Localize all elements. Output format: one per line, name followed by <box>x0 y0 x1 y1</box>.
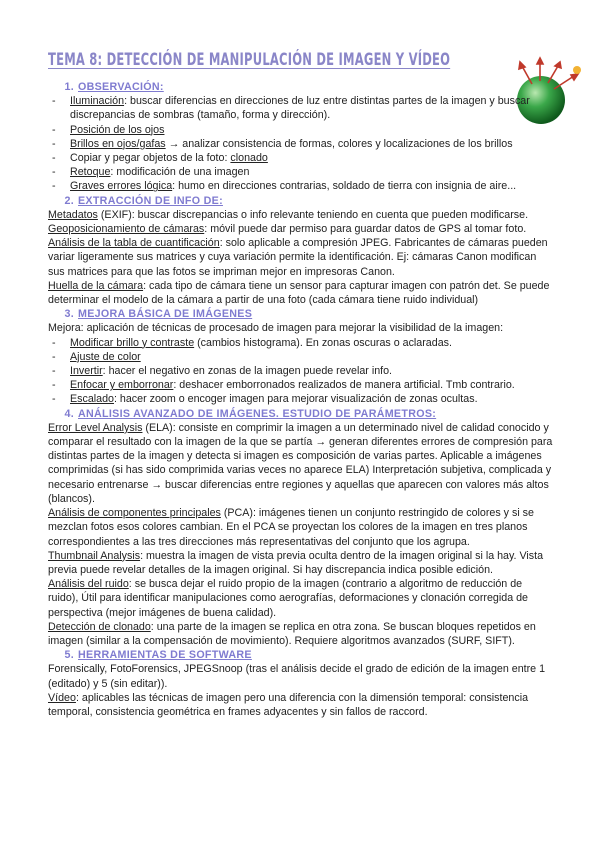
list-item: - Posición de los ojos <box>48 123 554 137</box>
paragraph: Metadatos (EXIF): buscar discrepancias o info relevante teniendo en cuenta que pueden modificarse. <box>48 208 529 221</box>
page-title: TEMA 8: DETECCIÓN DE MANIPULACIÓN DE IMAGEN Y VÍDEO <box>48 50 451 70</box>
section-heading-2: 2. EXTRACCIÓN DE INFO DE: <box>64 194 223 207</box>
list-item: - Brillos en ojos/gafas → analizar consistencia de formas, colores y localizaciones de los brillos <box>48 137 554 151</box>
section-heading-3: 3. MEJORA BÁSICA DE IMÁGENES <box>64 308 253 321</box>
paragraph: Mejora: aplicación de técnicas de procesado de imagen para mejorar la visibilidad de la imagen: <box>48 322 504 335</box>
paragraph: Análisis de componentes principales (PCA): imágenes tienen un conjunto restringido de colores y si se mezclan fotos esos colores cambian. En el PCA se proyectan los colores de la imagen en tres planos correspondientes a las tres direcciones más representativas del conjunto que los agrupa. <box>48 507 534 548</box>
list-item: - Modificar brillo y contraste (cambios histograma). En zonas oscuras o aclaradas. <box>48 336 554 350</box>
list-item: - Ajuste de color <box>48 350 554 364</box>
list-item: - Retoque: modificación de una imagen <box>48 165 554 179</box>
paragraph: Forensically, FotoForensics, JPEGSnoop (tras el análisis decide el grado de edición de la imagen entre 1 (editado) y 5 (sin editar)). <box>48 663 546 690</box>
mejora-list <box>48 336 554 407</box>
list-item: - Enfocar y emborronar: deshacer emborronados realizados de manera artificial. Tmb contrario. <box>48 378 554 392</box>
light-source-icon <box>573 66 581 74</box>
document-body <box>48 80 554 719</box>
paragraph: Huella de la cámara: cada tipo de cámara tiene un sensor para capturar imagen con patrón det. Se puede determinar el modelo de la cámara a partir de una foto (cada cámara tiene ruido individual) <box>48 279 550 307</box>
paragraph: Análisis de la tabla de cuantificación: solo aplicable a compresión JPEG. Fabricantes de cámaras pueden variar ligeramente sus matrices y cuya variación permite la identificación. Ej: cámaras Canon modifican sus matrices para que las fotos se impriman mejor en impresoras Canon. <box>48 237 548 278</box>
observacion-list <box>48 94 554 193</box>
paragraph: Vídeo: aplicables las técnicas de imagen pero una diferencia con la dimensión temporal: consistencia temporal, consistencia geométrica en frames adyacentes y sin fallos de raccord. <box>48 691 529 718</box>
paragraph: Thumbnail Analysis: muestra la imagen de vista previa oculta dentro de la imagen original si la hay. Vista previa puede revelar detalles de la imagen original. Si hay discrepancia indica posible edición. <box>48 549 544 576</box>
section-heading-1: 1. OBSERVACIÓN: <box>64 81 164 93</box>
list-item: - Escalado: hacer zoom o encoger imagen para mejorar visualización de zonas ocultas. <box>48 392 554 406</box>
list-item: - Graves errores lógica: humo en direcciones contrarias, soldado de tierra con insignia de aire... <box>48 179 554 193</box>
list-item: - Invertir: hacer el negativo en zonas de la imagen puede revelar info. <box>48 364 554 378</box>
paragraph: Error Level Analysis (ELA): consiste en comprimir la imagen a un determinado nivel de calidad conocido y comparar el resultado con la imagen de la que se partía → generan diferentes errores de compresión para distintas partes de la imagen y detecta si imagen es composición de varias partes. Aplicable a imágenes comprimidas (si has sido comprimida varias veces no aparece ELA) Interpretación subjetiva, complicada y necesario entrenarse → buscar diferencias entre regiones y aquellas que aparecen con valores más altos (blancos). <box>48 421 553 505</box>
list-item: - Copiar y pegar objetos de la foto: clonado <box>48 151 554 165</box>
list-item: - Iluminación: buscar diferencias en direcciones de luz entre distintas partes de la imagen y buscar discrepancias de sombras (tamaño, forma y dirección). <box>48 94 554 122</box>
paragraph: Detección de clonado: una parte de la imagen se replica en otra zona. Se buscan bloques repetidos en imagen (similar a la compensación de movimiento). Requiere algoritmos avanzados (SURF, SIFT). <box>48 620 536 647</box>
paragraph: Análisis del ruido: se busca dejar el ruido propio de la imagen (contrario a algoritmo de reducción de ruido), Útil para identificar manipulaciones como aerografías, deformaciones y clonación corregida de perspectiva (mejor imágenes de buena calidad). <box>48 578 528 619</box>
paragraph: Geoposicionamiento de cámaras: móvil puede dar permiso para guardar datos de GPS al tomar foto. <box>48 223 527 236</box>
section-heading-5: 5. HERRAMIENTAS DE SOFTWARE <box>64 649 252 662</box>
section-heading-4: 4. ANÁLISIS AVANZADO DE IMÁGENES. ESTUDIO DE PARÁMETROS: <box>64 407 437 420</box>
